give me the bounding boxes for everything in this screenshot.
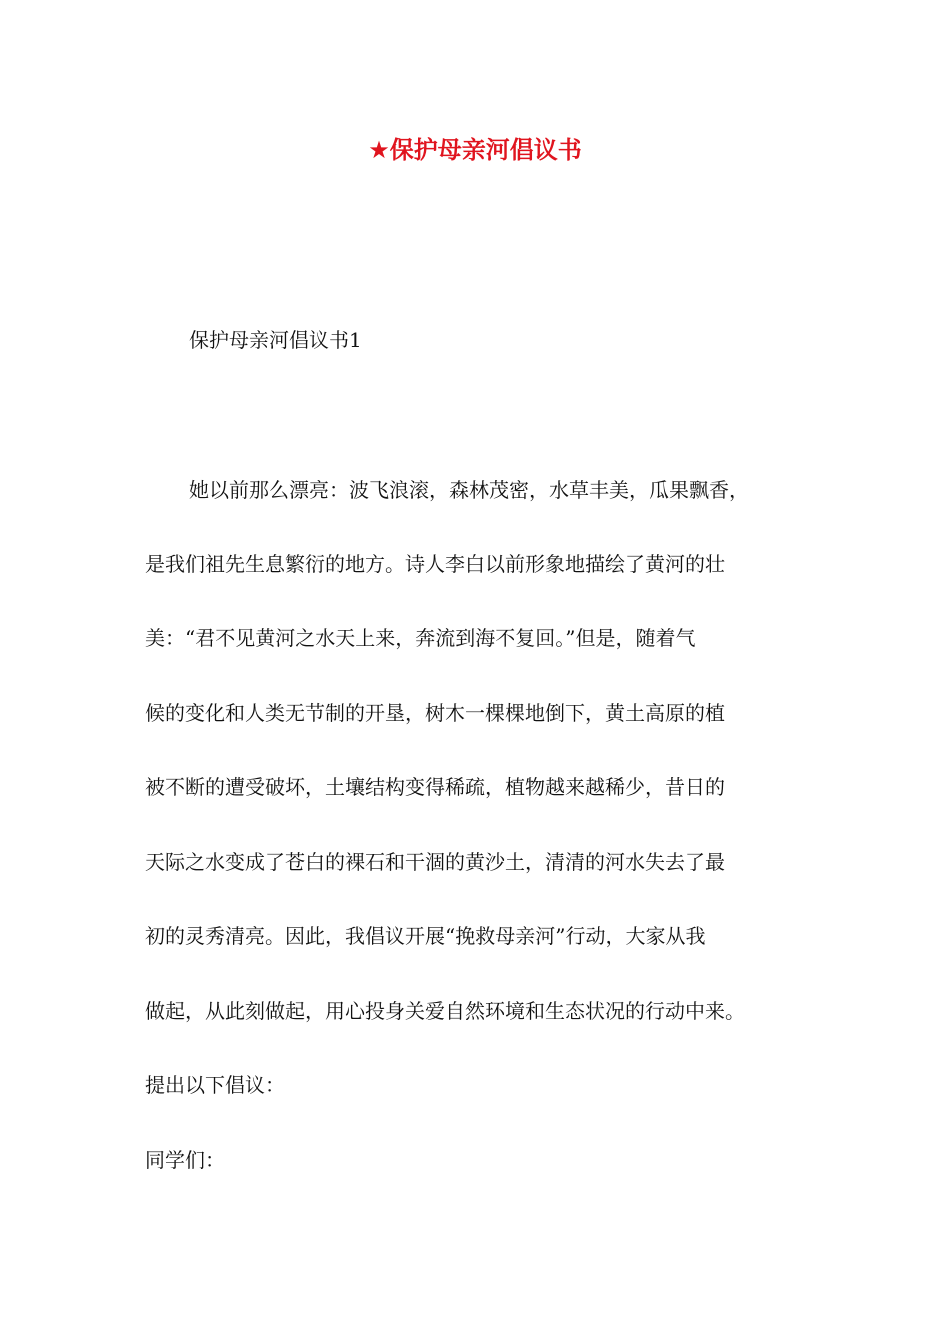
body-line: 她以前那么漂亮：波飞浪滚，森林茂密，水草丰美，瓜果飘香， [189, 478, 749, 502]
body-line: 天际之水变成了苍白的裸石和干涸的黄沙土，清清的河水失去了最 [145, 850, 725, 874]
document-title: ★保护母亲河倡议书 [368, 136, 582, 164]
body-line: 提出以下倡议： [145, 1073, 285, 1097]
body-line: 同学们： [145, 1148, 225, 1172]
body-line: 是我们祖先生息繁衍的地方。诗人李白以前形象地描绘了黄河的壮 [145, 552, 725, 576]
body-line: 美：“君不见黄河之水天上来，奔流到海不复回。”但是，随着气 [145, 626, 696, 650]
section-heading: 保护母亲河倡议书1 [189, 328, 362, 352]
body-line: 初的灵秀清亮。因此，我倡议开展“挽救母亲河”行动，大家从我 [145, 924, 706, 948]
body-line: 被不断的遭受破坏，土壤结构变得稀疏，植物越来越稀少，昔日的 [145, 775, 725, 799]
body-line: 候的变化和人类无节制的开垦，树木一棵棵地倒下，黄土高原的植 [145, 701, 725, 725]
body-line: 做起，从此刻做起，用心投身关爱自然环境和生态状况的行动中来。 [145, 999, 745, 1023]
